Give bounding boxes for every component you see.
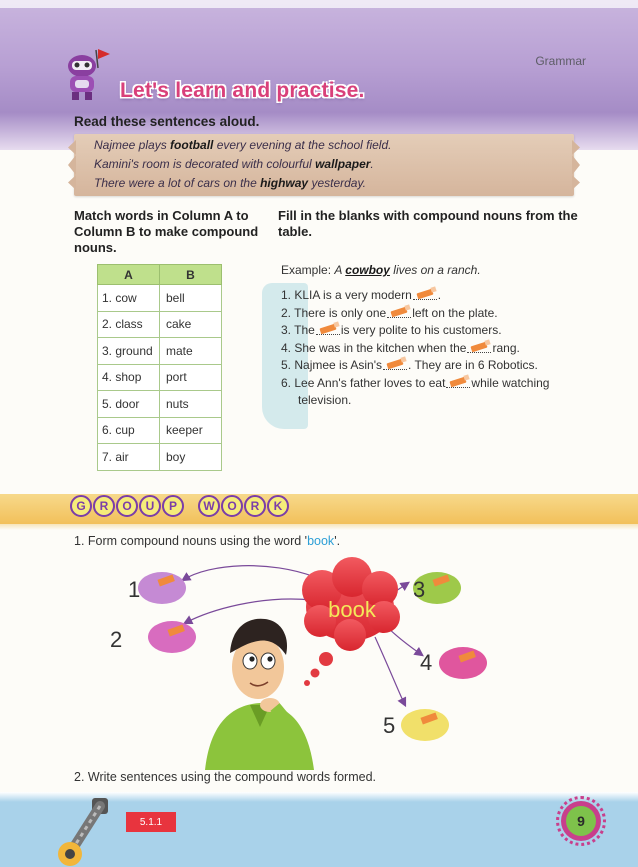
pencil-blank-icon[interactable]: [413, 290, 437, 300]
table-row: [98, 338, 222, 365]
list-item: 5. Najmee is Asin's . They are in 6 Robotics.: [281, 358, 538, 372]
example-keyword: cowboy: [345, 263, 390, 277]
table-row: [98, 285, 222, 312]
title-letter: O: [116, 495, 138, 517]
bubble-number: 4: [420, 650, 433, 675]
task-1-instruction: 1. Form compound nouns using the word 'book'.: [74, 534, 341, 548]
keyword: highway: [260, 176, 309, 190]
cell-a: 1. cow: [98, 285, 160, 312]
read-aloud-instruction: Read these sentences aloud.: [74, 114, 260, 129]
keyword: wallpaper: [315, 157, 371, 171]
column-b-header: B: [160, 265, 222, 285]
compound-word-diagram: [100, 555, 520, 770]
answer-bubble-2: [148, 621, 196, 653]
compound-table: [97, 264, 222, 471]
list-item-continuation: television.: [298, 393, 352, 407]
task-2-instruction: 2. Write sentences using the compound words formed.: [74, 770, 377, 784]
page-title: Let's learn and practise.: [120, 79, 365, 102]
keyword: football: [170, 138, 214, 152]
bubble-number: 1: [128, 577, 141, 602]
pencil-blank-icon[interactable]: [316, 325, 340, 335]
cloud-word: book: [328, 597, 376, 622]
table-row: [98, 417, 222, 444]
sentence-2: Kamini's room is decorated with colourful wallpaper.: [94, 157, 374, 171]
example-sentence: Example: A cowboy lives on a ranch.: [281, 263, 481, 277]
cell-b: bell: [160, 285, 222, 312]
cell-a: 3. ground: [98, 338, 160, 365]
list-item: 6. Lee Ann's father loves to eat while watching: [281, 375, 550, 390]
title-letter: G: [70, 495, 92, 517]
robot-mascot-icon: [64, 46, 114, 102]
cell-a: 2. class: [98, 311, 160, 338]
cell-b: cake: [160, 311, 222, 338]
list-item: 3. The is very polite to his customers.: [281, 323, 502, 337]
thinking-boy-icon: [205, 619, 314, 770]
bubble-number: 5: [383, 713, 396, 738]
table-header-row: [98, 265, 222, 285]
table-row: [98, 311, 222, 338]
list-item: 4. She was in the kitchen when the rang.: [281, 340, 520, 355]
pencil-blank-icon[interactable]: [387, 308, 411, 318]
cell-a: 7. air: [98, 444, 160, 471]
title-letter: R: [93, 495, 115, 517]
list-item: 1. KLIA is a very modern .: [281, 288, 442, 302]
fill-list: [281, 287, 549, 410]
fill-heading: Fill in the blanks with compound nouns from the table.: [278, 208, 578, 239]
cell-b: boy: [160, 444, 222, 471]
column-a-header: A: [98, 265, 160, 285]
answer-bubble-4: [439, 647, 487, 679]
cell-a: 6. cup: [98, 417, 160, 444]
match-heading: Match words in Column A to Column B to make compound nouns.: [74, 208, 259, 255]
table-row: [98, 391, 222, 418]
pencil-blank-icon[interactable]: [446, 378, 470, 388]
cell-b: port: [160, 364, 222, 391]
section-label: Grammar: [535, 54, 586, 68]
sentence-1: Najmee plays football every evening at the school field.: [94, 138, 392, 152]
page-number: 9: [566, 806, 596, 836]
cell-b: keeper: [160, 417, 222, 444]
list-item: 2. There is only one left on the plate.: [281, 305, 498, 320]
bubble-number: 2: [110, 627, 123, 652]
answer-bubble-1: [138, 572, 186, 604]
cell-b: nuts: [160, 391, 222, 418]
lesson-code-badge: 5.1.1: [126, 812, 176, 832]
bubble-number: 3: [413, 577, 426, 602]
sentence-box: [74, 134, 574, 196]
title-letter: O: [221, 495, 243, 517]
pencil-blank-icon[interactable]: [467, 343, 491, 353]
cell-b: mate: [160, 338, 222, 365]
sentence-3: There were a lot of cars on the highway yesterday.: [94, 176, 366, 190]
cell-a: 5. door: [98, 391, 160, 418]
title-letter: W: [198, 495, 220, 517]
table-row: [98, 444, 222, 471]
title-letter: P: [162, 495, 184, 517]
table-row: [98, 364, 222, 391]
group-work-title: [70, 495, 289, 517]
cell-a: 4. shop: [98, 364, 160, 391]
title-letter: R: [244, 495, 266, 517]
title-letter: K: [267, 495, 289, 517]
answer-bubble-5: [401, 709, 449, 741]
title-letter: U: [139, 495, 161, 517]
pencil-blank-icon[interactable]: [383, 360, 407, 370]
